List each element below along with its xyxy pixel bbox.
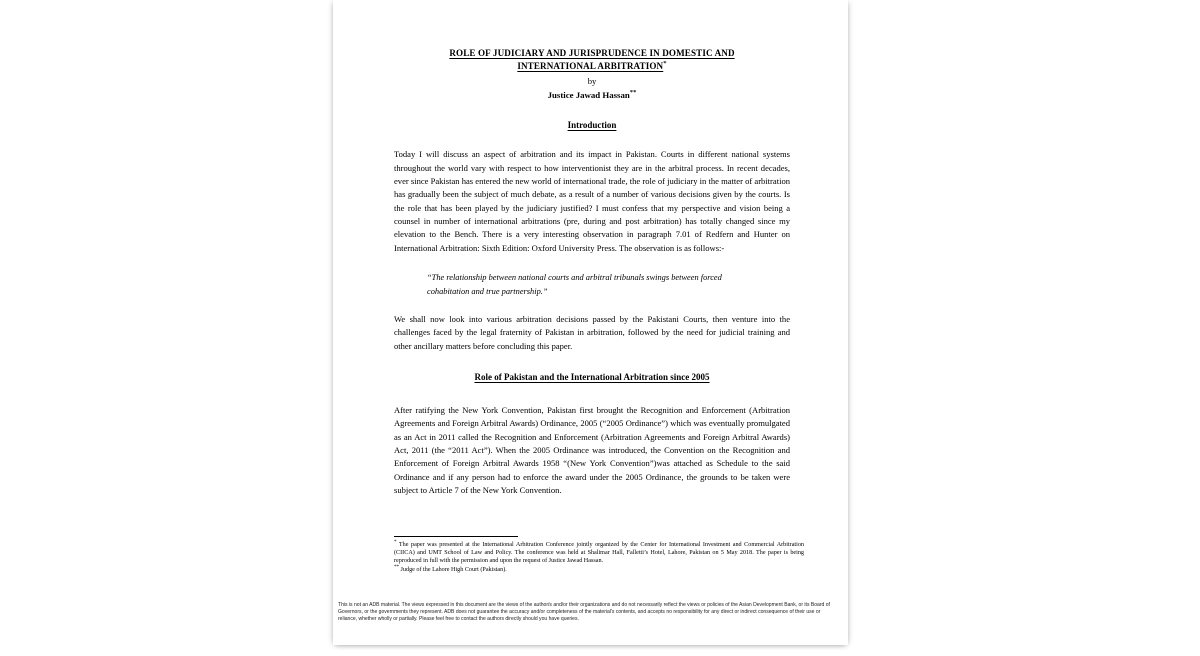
footnote-area [394, 536, 804, 574]
byline-author: Justice Jawad Hassan** [547, 89, 637, 101]
footnote-1-marker: * [394, 539, 397, 545]
document-page [333, 0, 848, 645]
page-content [394, 0, 790, 497]
title-line-1: ROLE OF JUDICIARY AND JURISPRUDENCE IN DOMESTIC AND [449, 48, 735, 58]
page-title [394, 0, 790, 73]
paragraph-introduction: Today I will discuss an aspect of arbitration and its impact in Pakistan. Courts in different national systems throughout the world vary with respect to how interventionist they are in the arbitral process. In recent decades, ever since Pakistan has entered the new world of international trade, the role of judiciary in the matter of arbitration has gradually been the subject of much debate, as a result of a number of various decisions given by the courts. Is the role that has been played by the judiciary justified? I must confess that my perspective and vision being a counsel in number of international arbitrations (pre, during and post arbitration) has totally changed since my elevation to the Bench. There is a very interesting observation in paragraph 7.01 of Redfern and Hunter on International Arbitration: Sixth Edition: Oxford University Press. The observation is as follows:- [394, 149, 790, 253]
footnote-1-text: The paper was presented at the International Arbitration Conference jointly organized by the Center for International Investment and Commercial Arbitration (CIICA) and UMT School of Law and Policy. The conference was held at Shalimar Hall, Falletti’s Hotel, Lahore, Pakistan on 5 May 2018. The paper is being reproduced in full with the permission and upon the request of Justice Jawad Hassan. [394, 542, 804, 565]
footnote-separator-rule [394, 536, 518, 537]
blockquote-redfern-hunter: “The relationship between national courts and arbitral tribunals swings between forced cohabitation and true partnership.” [427, 273, 722, 296]
heading-role-of-pakistan: Role of Pakistan and the International Arbitration since 2005 [474, 372, 710, 382]
adb-disclaimer: This is not an ADB material. The views expressed in this document are the views of the author/s and/or their organizations and do not necessarily reflect the views or policies of the Asian Development Bank, or its Board of Governors, or the governments they represent. ADB does not guarantee the accuracy and/or completeness of the material's contents, and accepts no responsibility for any direct or indirect consequence of their use or reliance, whether wholly or partially. Please feel free to contact the authors directly should you have queries. [338, 602, 830, 623]
paragraph-after-quote: We shall now look into various arbitration decisions passed by the Pakistani Courts, then venture into the challenges faced by the legal fraternity of Pakistan in arbitration, followed by the need for judicial training and other ancillary matters before concluding this paper. [394, 313, 790, 351]
paragraph-new-york-convention: After ratifying the New York Convention, Pakistan first brought the Recognition and Enforcement (Arbitration Agreements and Foreign Arbitral Awards) Ordinance, 2005 (“2005 Ordinance”) which was eventually promulgated as an Act in 2011 called the Recognition and Enforcement (Arbitration Agreements and Foreign Arbitral Awards) Act, 2011 (the “2011 Act”). When the 2005 Ordinance was introduced, the Convention on the Recognition and Enforcement of Foreign Arbitral Awards 1958 “(New York Convention”)was attached as Schedule to the said Ordinance and if any person had to enforce the award under the 2005 Ordinance, the grounds to be taken were subject to Article 7 of the New York Convention. [394, 405, 790, 496]
heading-introduction: Introduction [567, 120, 617, 131]
footnote-1 [394, 541, 804, 565]
footnote-2-text: Judge of the Lahore High Court (Pakistan). [400, 566, 507, 573]
byline-by: by [587, 76, 597, 87]
footnote-2 [394, 565, 804, 574]
author-name: Justice Jawad Hassan [547, 90, 630, 101]
title-line-2-text: INTERNATIONAL ARBITRATION [517, 61, 664, 72]
title-line-2: INTERNATIONAL ARBITRATION* [517, 60, 667, 72]
footnote-2-marker: ** [394, 564, 399, 570]
